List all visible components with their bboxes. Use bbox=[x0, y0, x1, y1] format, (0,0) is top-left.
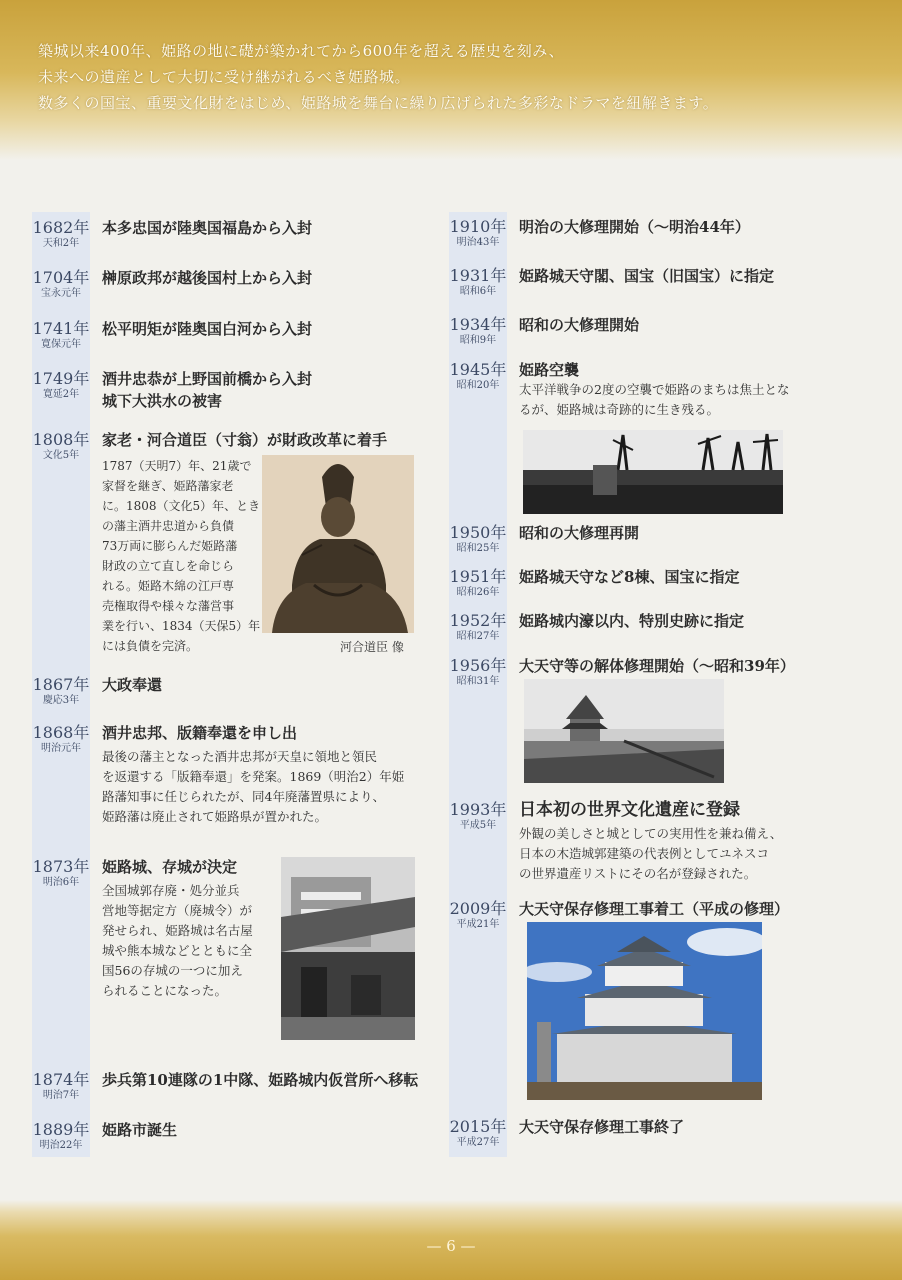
body-line: の世界遺産リストにその名が登録された。 bbox=[519, 866, 757, 881]
entry-body bbox=[102, 456, 262, 656]
entry-title: 大天守保存修理工事終了 bbox=[519, 1118, 685, 1136]
entry-era: 昭和9年 bbox=[459, 335, 497, 346]
intro-line: 未来への遺産として大切に受け継がれるべき姫路城。 bbox=[38, 68, 411, 86]
entry-year: 1682年 bbox=[32, 218, 90, 237]
entry-title: 姫路城内濠以内、特別史跡に指定 bbox=[519, 612, 745, 630]
intro-text bbox=[38, 38, 878, 116]
body-line: 1787（天明7）年、21歳で bbox=[102, 459, 252, 473]
entry-title: 榊原政邦が越後国村上から入封 bbox=[102, 269, 313, 287]
entry-era: 平成5年 bbox=[459, 820, 497, 831]
entry-title: 姫路空襲 bbox=[519, 361, 580, 379]
entry-era: 明治43年 bbox=[456, 237, 500, 248]
entry-era: 昭和27年 bbox=[456, 631, 500, 642]
entry-year: 1934年 bbox=[449, 315, 507, 334]
entry-title: 家老・河合道臣（寸翁）が財政改革に着手 bbox=[102, 431, 388, 449]
body-line: 城や熊本城などとともに全 bbox=[102, 943, 253, 958]
entry-era: 明治6年 bbox=[42, 877, 80, 888]
entry-title: 姫路城天守など8棟、国宝に指定 bbox=[519, 568, 740, 586]
body-line: 外観の美しさと城としての実用性を兼ね備え、 bbox=[519, 826, 783, 841]
body-line: を返還する「版籍奉還」を発案。1869（明治2）年姫 bbox=[102, 769, 405, 784]
body-line: 営地等据定方（廃城令）が bbox=[102, 903, 253, 918]
entry-year: 1952年 bbox=[449, 611, 507, 630]
entry-year: 1741年 bbox=[32, 319, 90, 338]
body-line: 家督を継ぎ、姫路藩家老 bbox=[102, 479, 234, 493]
body-line: の藩主酒井忠道から負債 bbox=[102, 519, 235, 533]
entry-title: 大天守等の解体修理開始（〜昭和39年） bbox=[519, 657, 795, 675]
entry-year: 2009年 bbox=[449, 899, 507, 918]
entry-era: 明治7年 bbox=[42, 1090, 80, 1101]
entry-era: 寛保元年 bbox=[41, 339, 81, 350]
entry-era: 昭和6年 bbox=[459, 286, 497, 297]
body-line: 最後の藩主となった酒井忠邦が天皇に領地と領民 bbox=[102, 749, 378, 764]
kawai-statue-photo bbox=[262, 455, 414, 633]
entry-era: 昭和25年 bbox=[456, 543, 500, 554]
entry-title: 昭和の大修理開始 bbox=[519, 316, 640, 334]
entry-year: 1889年 bbox=[32, 1120, 90, 1139]
entry-title: 大天守保存修理工事着工（平成の修理） bbox=[519, 900, 790, 918]
body-line: 日本の木造城郭建築の代表例としてユネスコ bbox=[519, 846, 770, 861]
entry-body bbox=[519, 824, 839, 884]
entry-era: 昭和26年 bbox=[456, 587, 500, 598]
entry-title: 酒井忠邦、版籍奉還を申し出 bbox=[102, 724, 298, 742]
entry-title: 本多忠国が陸奥国福島から入封 bbox=[102, 219, 313, 237]
body-line: 売権取得や様々な藩営事 bbox=[102, 599, 235, 613]
air-raid-photo bbox=[523, 430, 783, 514]
entry-year: 1868年 bbox=[32, 723, 90, 742]
entry-title: 姫路市誕生 bbox=[102, 1121, 178, 1139]
entry-era: 昭和31年 bbox=[456, 676, 500, 687]
intro-line: 数多くの国宝、重要文化財をはじめ、姫路城を舞台に繰り広げられた多彩なドラマを紐解きます。 bbox=[38, 94, 719, 112]
entry-era: 平成27年 bbox=[456, 1137, 500, 1148]
entry-title: 姫路城、存城が決定 bbox=[102, 858, 238, 876]
entry-year: 1874年 bbox=[32, 1070, 90, 1089]
entry-era: 慶応3年 bbox=[42, 695, 80, 706]
body-line: には負債を完済。 bbox=[102, 639, 199, 653]
body-line: に。1808（文化5）年、とき bbox=[102, 499, 261, 513]
entry-title: 松平明矩が陸奥国白河から入封 bbox=[102, 320, 313, 338]
entry-body bbox=[102, 881, 277, 1001]
body-line: 財政の立て直しを命じら bbox=[102, 559, 235, 573]
entry-year: 1950年 bbox=[449, 523, 507, 542]
body-line: 全国城郭存廃・処分並兵 bbox=[102, 883, 240, 898]
body-line: 発せられ、姫路城は名古屋 bbox=[102, 923, 253, 938]
entry-year: 1749年 bbox=[32, 369, 90, 388]
entry-year: 1993年 bbox=[449, 800, 507, 819]
entry-era: 平成21年 bbox=[456, 919, 500, 930]
entry-title: 日本初の世界文化遺産に登録 bbox=[519, 800, 740, 820]
entry-era: 明治元年 bbox=[41, 743, 81, 754]
entry-year: 1704年 bbox=[32, 268, 90, 287]
entry-era: 明治22年 bbox=[39, 1140, 83, 1151]
body-line: 業を行い、1834（天保5）年 bbox=[102, 619, 261, 633]
entry-era: 天和2年 bbox=[42, 238, 80, 249]
entry-title: 姫路城天守閣、国宝（旧国宝）に指定 bbox=[519, 267, 775, 285]
entry-era: 宝永元年 bbox=[41, 288, 81, 299]
entry-year: 1956年 bbox=[449, 656, 507, 675]
body-line: るが、姫路城は奇跡的に生き残る。 bbox=[519, 402, 720, 417]
body-line: 73万両に膨らんだ姫路藩 bbox=[102, 539, 238, 553]
intro-line: 築城以来400年、姫路の地に礎が築かれてから600年を超える歴史を刻み、 bbox=[38, 42, 565, 60]
entry-title: 大政奉還 bbox=[102, 676, 163, 694]
entry-body bbox=[102, 747, 422, 827]
entry-year: 1931年 bbox=[449, 266, 507, 285]
entry-year: 1873年 bbox=[32, 857, 90, 876]
entry-era: 昭和20年 bbox=[456, 380, 500, 391]
body-line: 姫路藩は廃止されて姫路県が置かれた。 bbox=[102, 809, 328, 824]
entry-title: 酒井忠恭が上野国前橋から入封 bbox=[102, 370, 313, 388]
entry-era: 文化5年 bbox=[42, 450, 80, 461]
entry-year: 1867年 bbox=[32, 675, 90, 694]
entry-year: 1945年 bbox=[449, 360, 507, 379]
body-line: 国56の存城の一つに加え bbox=[102, 963, 243, 978]
entry-year: 1808年 bbox=[32, 430, 90, 449]
body-line: れる。姫路木綿の江戸専 bbox=[102, 579, 235, 593]
entry-title: 歩兵第10連隊の1中隊、姫路城内仮営所へ移転 bbox=[102, 1071, 419, 1089]
himeji-castle-photo bbox=[527, 922, 762, 1100]
repair-1956-photo bbox=[524, 679, 724, 783]
statue-caption: 河合道臣 像 bbox=[340, 640, 404, 654]
entry-title: 明治の大修理開始（〜明治44年） bbox=[519, 218, 750, 236]
entry-body bbox=[519, 380, 839, 420]
page-number: — 6 — bbox=[426, 1237, 476, 1255]
body-line: 路藩知事に任じられたが、同4年廃藩置県により、 bbox=[102, 789, 385, 804]
entry-year: 1910年 bbox=[449, 217, 507, 236]
body-line: られることになった。 bbox=[102, 983, 228, 998]
body-line: 太平洋戦争の2度の空襲で姫路のまちは焦土とな bbox=[519, 382, 790, 397]
castle-gate-photo bbox=[281, 857, 415, 1040]
entry-subtitle: 城下大洪水の被害 bbox=[102, 392, 223, 410]
entry-title: 昭和の大修理再開 bbox=[519, 524, 640, 542]
entry-year: 2015年 bbox=[449, 1117, 507, 1136]
entry-year: 1951年 bbox=[449, 567, 507, 586]
entry-era: 寛延2年 bbox=[42, 389, 80, 400]
